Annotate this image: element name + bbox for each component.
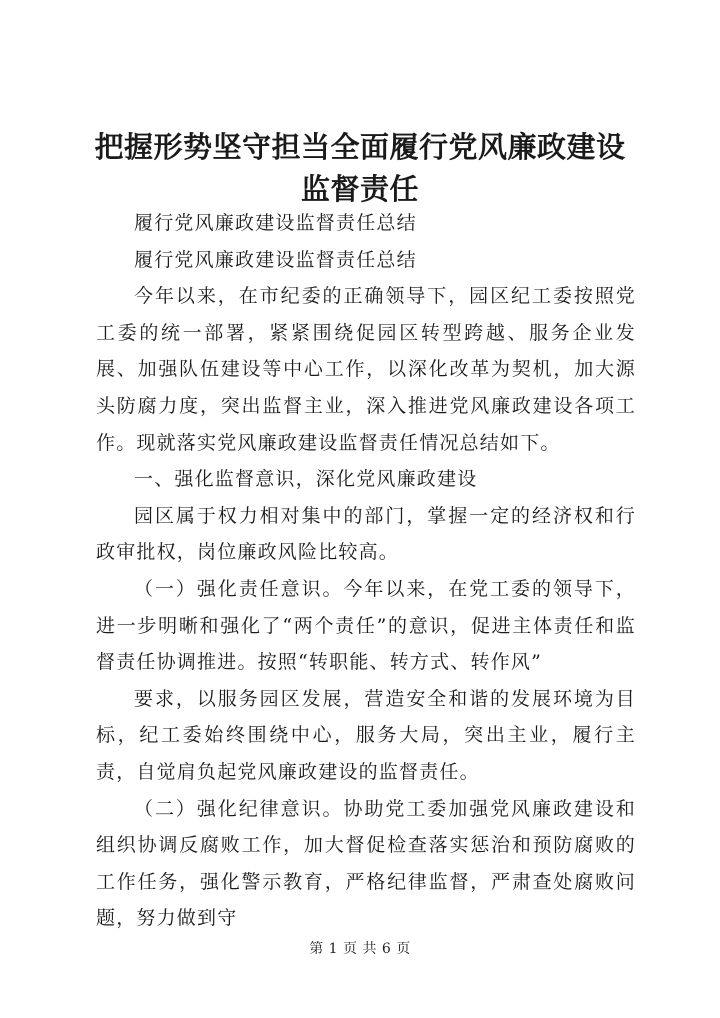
paragraph-responsibility: （一）强化责任意识。今年以来，在党工委的领导下，进一步明晰和强化了“两个责任”的意识，促进主体责任和监督责任协调推进。按照“转职能、转方式、转作风” — [96, 577, 636, 674]
paragraph-subtitle-1: 履行党风廉政建设监督责任总结 — [134, 212, 417, 234]
paragraph-subtitle-2: 履行党风廉政建设监督责任总结 — [134, 248, 417, 271]
page-number: 第 1 页 共 6 页 — [309, 941, 411, 957]
paragraph-discipline: （二）强化纪律意识。协助党工委加强党风廉政建设和组织协调反腐败工作，加大督促检查落实惩治和预防腐败的工作任务，强化警示教育，严格纪律监督，严肃查处腐败问题，努力做到守 — [96, 797, 636, 930]
document-title: 把握形势坚守担当全面履行党风廉政建设监督责任 — [94, 130, 626, 206]
section-heading-1: 一、强化监督意识，深化党风廉政建设 — [134, 468, 478, 491]
paragraph-intro: 今年以来，在市纪委的正确领导下，园区纪工委按照党工委的统一部署，紧紧围绕促园区转型跨越、服务企业发展、加强队伍建设等中心工作，以深化改革为契机，加大源头防腐力度，突出监督主业，深入推进党风廉政建设各项工作。现就落实党风廉政建设监督责任情况总结如下。 — [96, 285, 636, 454]
paragraph-section-1: 园区属于权力相对集中的部门，掌握一定的经济权和行政审批权，岗位廉政风险比较高。 — [96, 504, 636, 564]
paragraph-requirements: 要求，以服务园区发展，营造安全和谐的发展环境为目标，纪工委始终围绕中心，服务大局，突出主业，履行主责，自觉肩负起党风廉政建设的监督责任。 — [96, 687, 636, 783]
document-body — [96, 205, 636, 937]
